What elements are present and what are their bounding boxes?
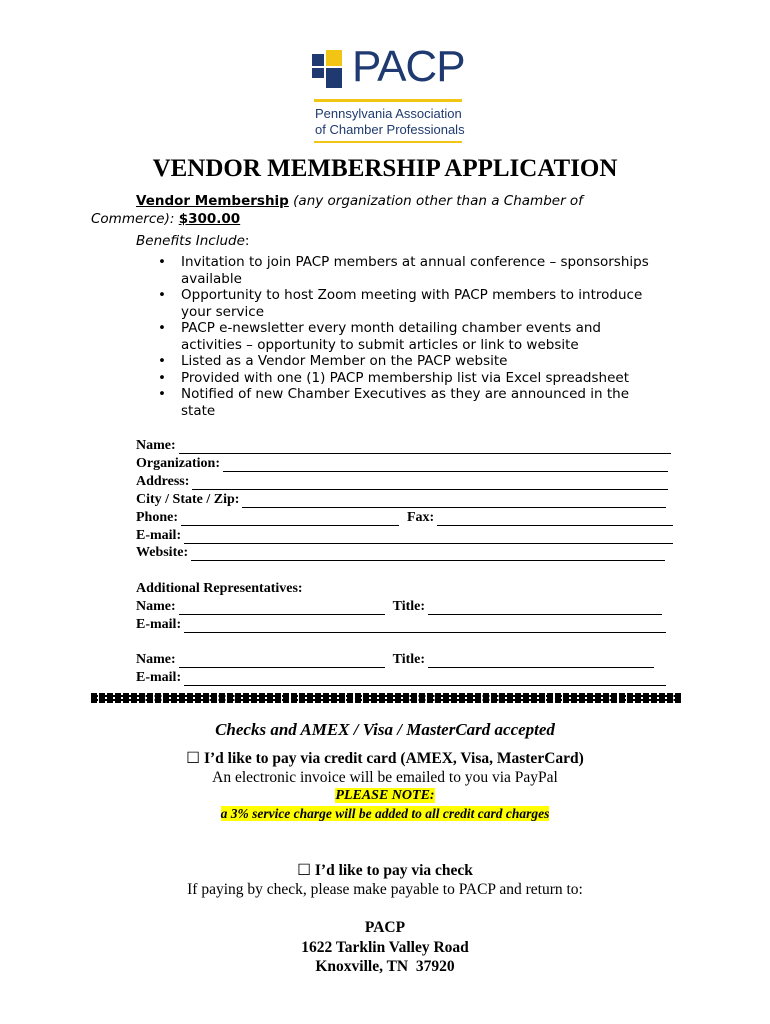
payment-methods-accepted: Checks and AMEX / Visa / MasterCard accepted: [215, 720, 555, 739]
benefit-item: • Listed as a Vendor Member on the PACP website: [158, 353, 658, 370]
rep1-title-field[interactable]: [428, 602, 662, 615]
rep1-name-title-row: [136, 598, 662, 615]
benefits-list: [158, 254, 658, 419]
logo-divider: [314, 99, 462, 102]
logo-subtitle-line2: of Chamber Professionals: [315, 122, 465, 137]
benefit-item: • Provided with one (1) PACP membership list via Excel spreadsheet: [158, 370, 658, 387]
city-state-zip-label: City / State / Zip:: [136, 492, 240, 507]
rep1-email-field[interactable]: [184, 620, 666, 633]
address-field-row: [136, 473, 668, 490]
city-state-zip-field-row: [136, 491, 666, 508]
rep1-email-row: [136, 616, 666, 633]
address-label: Address:: [136, 474, 190, 489]
website-label: Website:: [136, 545, 189, 560]
benefit-item: • Notified of new Chamber Executives as they are announced in the state: [158, 386, 658, 419]
mailing-address-street: 1622 Tarklin Valley Road: [301, 939, 469, 956]
phone-label: Phone:: [136, 510, 178, 525]
credit-card-option: [0, 749, 770, 768]
please-note-row: [0, 788, 770, 804]
organization-field[interactable]: [223, 459, 668, 472]
logo-subtitle-line1: Pennsylvania Association: [315, 106, 462, 121]
membership-type: Vendor Membership: [136, 193, 289, 209]
service-charge-note: a 3% service charge will be added to all credit card charges: [220, 806, 550, 821]
rep1-email-label: E-mail:: [136, 617, 182, 632]
rep2-name-label: Name:: [136, 652, 176, 667]
membership-intro-line2: [91, 211, 240, 227]
mailing-address-city: Knoxville, TN 37920: [315, 958, 455, 975]
credit-card-checkbox[interactable]: ☐: [186, 750, 201, 767]
rep1-name-label: Name:: [136, 599, 176, 614]
email-field-row: [136, 527, 673, 544]
rep1-name-field[interactable]: [179, 602, 385, 615]
logo-bottom-divider: [314, 141, 462, 143]
name-field[interactable]: [179, 441, 671, 454]
phone-field[interactable]: [181, 513, 399, 526]
benefit-item: • PACP e-newsletter every month detailing chamber events and activities – opportunity to submit articles or link to website: [158, 320, 658, 353]
section-separator: [91, 693, 681, 703]
organization-field-row: [136, 455, 668, 472]
membership-price: $300.00: [178, 211, 241, 227]
rep2-name-field[interactable]: [179, 655, 385, 668]
email-field[interactable]: [184, 531, 673, 544]
rep2-title-field[interactable]: [428, 655, 654, 668]
payable-note: If paying by check, please make payable to PACP and return to:: [187, 881, 583, 898]
name-label: Name:: [136, 438, 176, 453]
address-field[interactable]: [192, 477, 668, 490]
membership-note-part2: Commerce):: [91, 211, 175, 227]
phone-fax-field-row: [136, 509, 673, 526]
service-charge-row: [0, 806, 770, 822]
rep2-name-title-row: [136, 651, 654, 668]
credit-card-option-label: I’d like to pay via credit card (AMEX, Visa, MasterCard): [203, 750, 584, 767]
check-option: [0, 861, 770, 880]
paypal-note: An electronic invoice will be emailed to you via PayPal: [212, 769, 558, 786]
check-checkbox[interactable]: ☐: [297, 862, 311, 879]
name-field-row: [136, 437, 671, 454]
mailing-address-org: PACP: [364, 919, 406, 936]
rep2-email-row: [136, 669, 666, 686]
city-state-zip-field[interactable]: [242, 495, 666, 508]
rep2-email-label: E-mail:: [136, 670, 182, 685]
rep2-title-label: Title:: [392, 652, 426, 667]
rep2-email-field[interactable]: [184, 673, 666, 686]
please-note-label: PLEASE NOTE:: [335, 788, 435, 803]
benefits-label: Benefits Include:: [136, 233, 250, 249]
additional-reps-heading: [136, 580, 303, 597]
rep1-title-label: Title:: [392, 599, 426, 614]
membership-note-part1: (any organization other than a Chamber of: [293, 193, 583, 209]
benefit-item: • Opportunity to host Zoom meeting with PACP members to introduce your service: [158, 287, 658, 320]
email-label: E-mail:: [136, 528, 182, 543]
fax-field[interactable]: [437, 513, 673, 526]
fax-label: Fax:: [407, 510, 435, 525]
membership-intro-line1: [136, 193, 583, 209]
logo-wordmark: PACP: [352, 42, 465, 91]
benefit-item: • Invitation to join PACP members at annual conference – sponsorships available: [158, 254, 658, 287]
page-title: VENDOR MEMBERSHIP APPLICATION: [152, 155, 618, 182]
website-field[interactable]: [191, 548, 665, 561]
check-option-label: I’d like to pay via check: [314, 862, 473, 879]
website-field-row: [136, 544, 665, 561]
additional-reps-label: Additional Representatives:: [136, 581, 303, 596]
pacp-logo: [312, 42, 472, 144]
pacp-logo-mark-icon: [312, 50, 352, 90]
organization-label: Organization:: [136, 456, 220, 471]
